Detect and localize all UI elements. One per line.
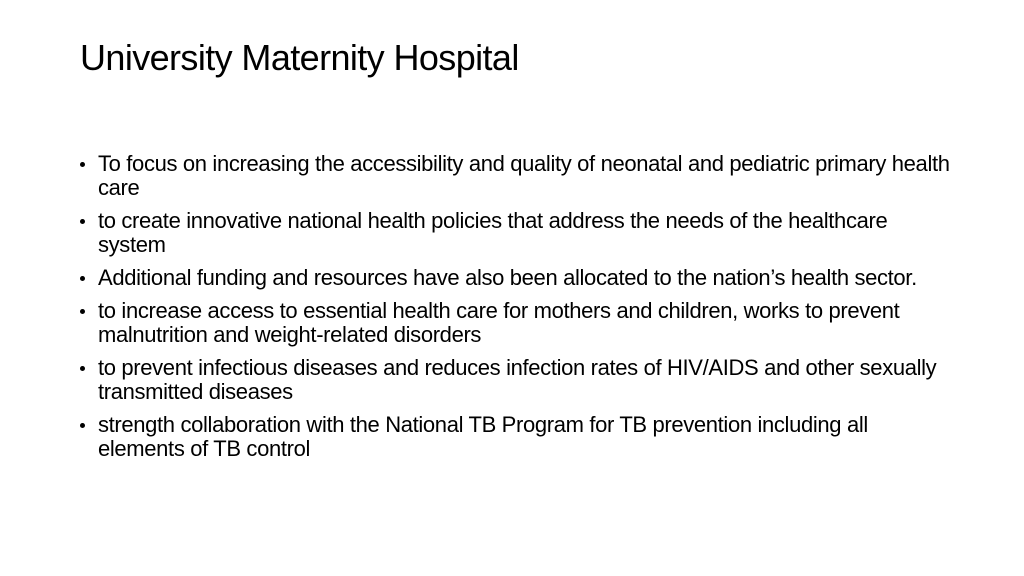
bullet-text: strength collaboration with the National TB Program for TB prevention including all elements of TB control	[98, 412, 868, 461]
bullet-dot-icon	[80, 423, 85, 428]
bullet-item	[80, 299, 950, 347]
bullet-text: To focus on increasing the accessibility and quality of neonatal and pediatric primary health care	[98, 151, 950, 200]
bullet-item	[80, 266, 950, 290]
bullet-item	[80, 356, 950, 404]
bullet-text: to prevent infectious diseases and reduces infection rates of HIV/AIDS and other sexually transmitted diseases	[98, 355, 937, 404]
bullet-dot-icon	[80, 366, 85, 371]
bullet-list	[80, 152, 950, 470]
bullet-dot-icon	[80, 162, 85, 167]
bullet-dot-icon	[80, 276, 85, 281]
bullet-item	[80, 413, 950, 461]
bullet-text: Additional funding and resources have also been allocated to the nation’s health sector.	[98, 265, 917, 290]
slide-title: University Maternity Hospital	[80, 37, 519, 78]
bullet-dot-icon	[80, 219, 85, 224]
bullet-item	[80, 152, 950, 200]
bullet-text: to create innovative national health policies that address the needs of the healthcare system	[98, 208, 888, 257]
bullet-text: to increase access to essential health care for mothers and children, works to prevent malnutrition and weight-related disorders	[98, 298, 900, 347]
bullet-item	[80, 209, 950, 257]
bullet-dot-icon	[80, 309, 85, 314]
